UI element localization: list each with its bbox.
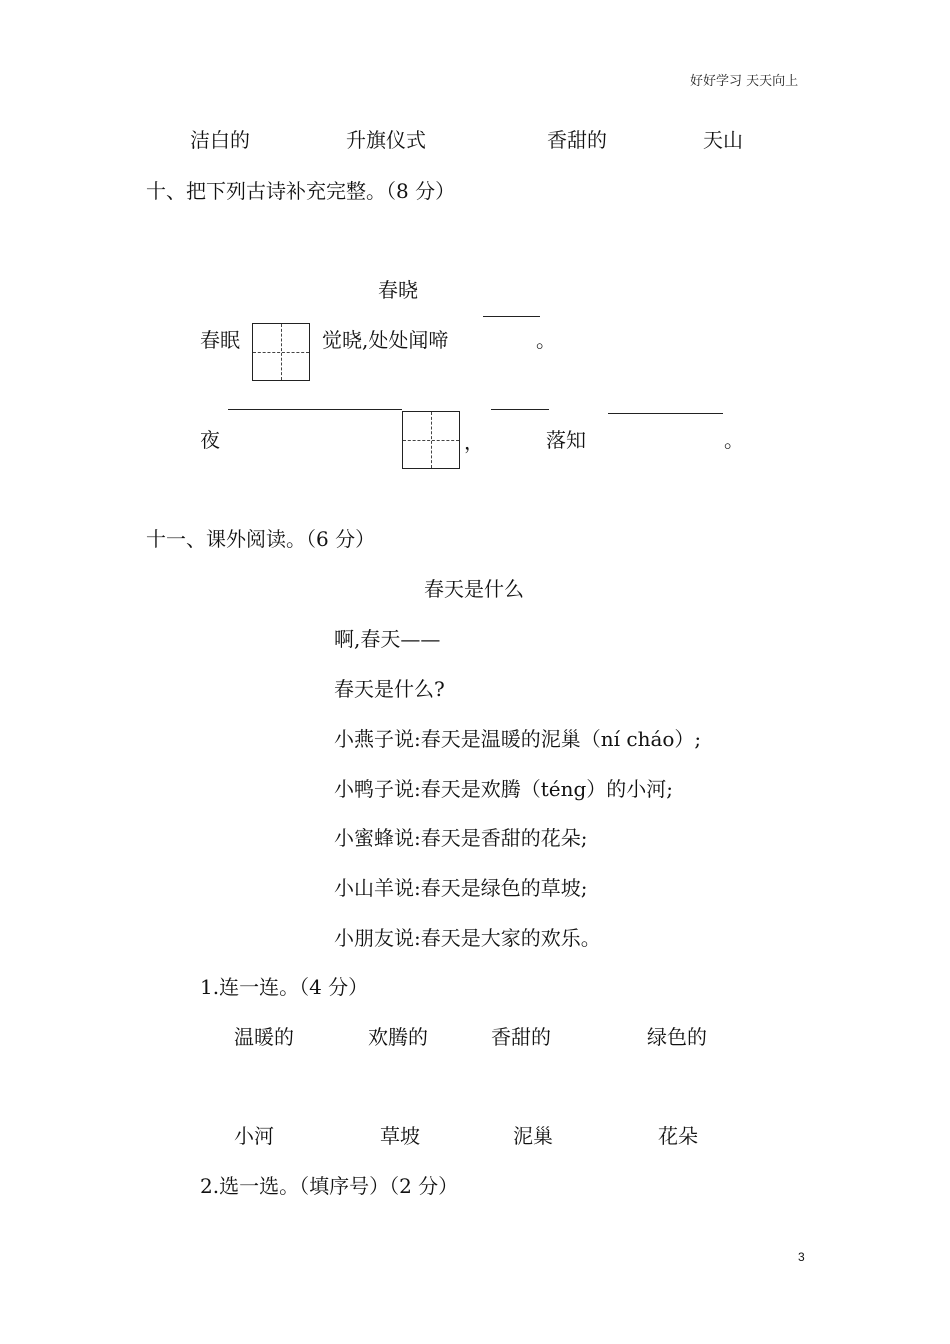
question-1: 1.连一连。（4 分） <box>200 975 369 999</box>
reading-line: 小山羊说:春天是绿色的草坡; <box>334 876 588 900</box>
section-10-title: 十、把下列古诗补充完整。（8 分） <box>146 179 456 203</box>
character-box <box>252 323 310 381</box>
poem-line1-start: 春眠 <box>200 328 240 352</box>
poem-line1-middle: 觉晓,处处闻啼 <box>322 328 449 352</box>
poem-line2-end: 。 <box>724 428 744 452</box>
blank-line <box>491 409 549 410</box>
blank-line <box>483 316 540 317</box>
reading-line: 小蜜蜂说:春天是香甜的花朵; <box>334 826 588 850</box>
reading-line: 小燕子说:春天是温暖的泥巢（ní cháo）; <box>334 727 702 751</box>
question-2: 2.选一选。（填序号）（2 分） <box>200 1174 459 1198</box>
match-adjective: 香甜的 <box>491 1025 551 1049</box>
reading-line: 啊,春天—— <box>334 627 441 651</box>
reading-line: 春天是什么? <box>334 677 445 701</box>
match-adjective: 绿色的 <box>647 1025 707 1049</box>
poem-title: 春晓 <box>378 278 418 302</box>
reading-title: 春天是什么 <box>424 577 524 601</box>
reading-line: 小鸭子说:春天是欢腾（téng）的小河; <box>334 777 674 801</box>
word-item: 香甜的 <box>547 128 607 152</box>
poem-line2-comma: ， <box>464 430 484 454</box>
match-adjective: 温暖的 <box>234 1025 294 1049</box>
page-header: 好好学习 天天向上 <box>690 74 799 89</box>
poem-line2-start: 夜 <box>200 428 220 452</box>
poem-line2-middle: 落知 <box>546 428 586 452</box>
match-noun: 泥巢 <box>513 1124 553 1148</box>
word-item: 天山 <box>703 128 743 152</box>
character-box <box>402 411 460 469</box>
match-adjective: 欢腾的 <box>368 1025 428 1049</box>
section-11-title: 十一、课外阅读。（6 分） <box>146 527 376 551</box>
word-item: 洁白的 <box>190 128 250 152</box>
poem-line1-end: 。 <box>536 328 556 352</box>
match-noun: 小河 <box>234 1124 274 1148</box>
reading-line: 小朋友说:春天是大家的欢乐。 <box>334 926 601 950</box>
blank-line <box>228 409 402 410</box>
blank-line <box>608 413 723 414</box>
match-noun: 草坡 <box>380 1124 420 1148</box>
match-noun: 花朵 <box>658 1124 698 1148</box>
page-number: 3 <box>798 1250 805 1264</box>
word-item: 升旗仪式 <box>346 128 426 152</box>
